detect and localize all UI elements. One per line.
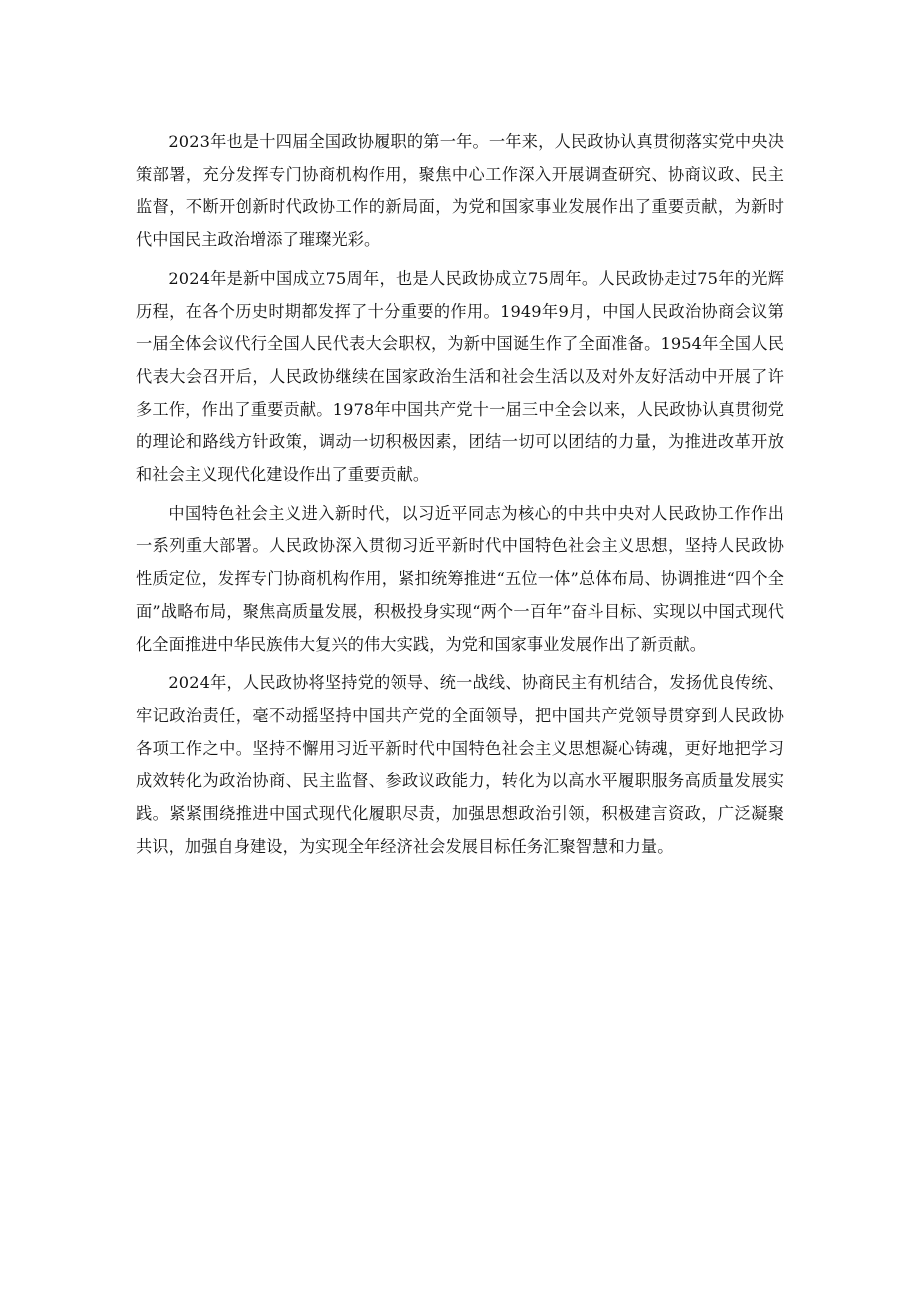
paragraph-3: 中国特色社会主义进入新时代，以习近平同志为核心的中共中央对人民政协工作作出一系列重大部署。人民政协深入贯彻习近平新时代中国特色社会主义思想，坚持人民政协性质定位，发挥专门协商机构作用，紧扣统筹推进“五位一体”总体布局、协调推进“四个全面”战略布局，聚焦高质量发展，积极投身实现“两个一百年”奋斗目标、实现以中国式现代化全面推进中华民族伟大复兴的伟大实践，为党和国家事业发展作出了新贡献。 (136, 503, 784, 654)
paragraph-1: 2023年也是十四届全国政协履职的第一年。一年来，人民政协认真贯彻落实党中央决策部署，充分发挥专门协商机构作用，聚焦中心工作深入开展调查研究、协商议政、民主监督，不断开创新时代政协工作的新局面，为党和国家事业发展作出了重要贡献，为新时代中国民主政治增添了璀璨光彩。 (136, 132, 784, 250)
paragraph-4: 2024年，人民政协将坚持党的领导、统一战线、协商民主有机结合，发扬优良传统、牢记政治责任，毫不动摇坚持中国共产党的全面领导，把中国共产党领导贯穿到人民政协各项工作之中。坚持不懈用习近平新时代中国特色社会主义思想凝心铸魂，更好地把学习成效转化为政治协商、民主监督、参政议政能力，转化为以高水平履职服务高质量发展实践。紧紧围绕推进中国式现代化履职尽责，加强思想政治引领，积极建言资政，广泛凝聚共识，加强自身建设，为实现全年经济社会发展目标任务汇聚智慧和力量。 (136, 673, 784, 856)
document-body (136, 126, 784, 869)
paragraph-2: 2024年是新中国成立75周年，也是人民政协成立75周年。人民政协走过75年的光辉历程，在各个历史时期都发挥了十分重要的作用。1949年9月，中国人民政治协商会议第一届全体会议代行全国人民代表大会职权，为新中国诞生作了全面准备。1954年全国人民代表大会召开后，人民政协继续在国家政治生活和社会生活以及对外友好活动中开展了许多工作，作出了重要贡献。1978年中国共产党十一届三中全会以来，人民政协认真贯彻党的理论和路线方针政策，调动一切积极因素，团结一切可以团结的力量，为推进改革开放和社会主义现代化建设作出了重要贡献。 (136, 268, 784, 485)
